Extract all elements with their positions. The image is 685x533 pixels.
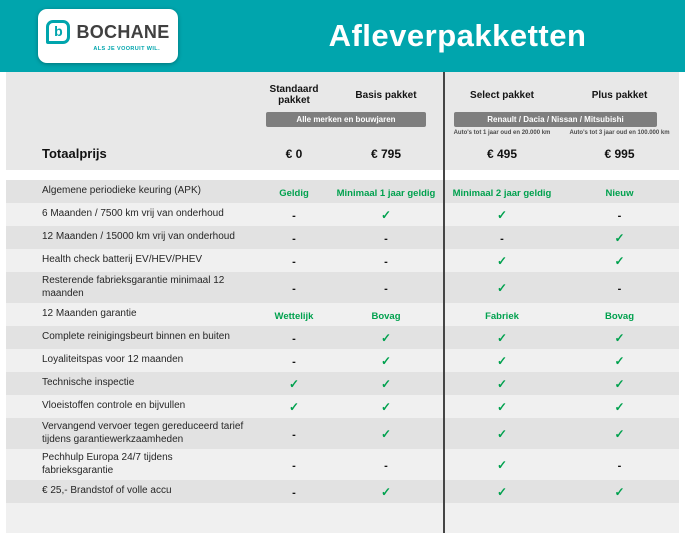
check-icon: ✓ [614, 399, 625, 414]
check-icon: ✓ [496, 280, 508, 295]
check-icon: ✓ [496, 330, 508, 345]
table-row [6, 272, 679, 303]
price-standaard: € 0 [285, 146, 303, 161]
feature-label: Complete reinigingsbeurt binnen en buiten [42, 331, 230, 343]
feature-cell [254, 306, 334, 324]
feature-cell [566, 398, 673, 416]
feature-label: Pechhulp Europa 24/7 tijdens fabrieksgarantie [42, 452, 173, 476]
feature-cell [254, 329, 334, 347]
price-plus: € 995 [604, 146, 635, 161]
packages-table [6, 72, 679, 533]
feature-cell [566, 279, 673, 297]
feature-cell [254, 425, 334, 443]
feature-value: Wettelijk [274, 310, 314, 322]
table-row [6, 349, 679, 372]
check-icon: ✓ [614, 253, 625, 268]
feature-label: Vloeistoffen controle en bijvullen [42, 400, 186, 412]
feature-cell [334, 352, 438, 370]
check-icon: ✓ [496, 484, 508, 499]
feature-cell [566, 483, 673, 501]
feature-cell [566, 375, 673, 393]
dash-icon: - [384, 459, 388, 472]
brand-badges [6, 112, 679, 127]
feature-cell [438, 229, 566, 247]
column-headers [6, 75, 679, 112]
check-icon: ✓ [496, 457, 508, 472]
column-header-select: Select pakket [470, 89, 534, 101]
table-row [6, 480, 679, 503]
feature-cell [334, 229, 438, 247]
feature-cell [438, 306, 566, 324]
dash-icon: - [617, 209, 622, 222]
feature-cell [566, 183, 673, 201]
feature-cell [254, 279, 334, 297]
table-row [6, 449, 679, 480]
feature-cell [566, 252, 673, 270]
feature-cell [438, 252, 566, 270]
table-row [6, 226, 679, 249]
feature-label: 12 Maanden garantie [42, 308, 137, 320]
feature-cell [438, 375, 566, 393]
check-icon: ✓ [380, 399, 392, 414]
dash-icon: - [292, 355, 296, 368]
feature-cell [566, 456, 673, 474]
check-icon: ✓ [288, 399, 300, 414]
feature-label: Loyaliteitspas voor 12 maanden [42, 354, 184, 366]
feature-cell [254, 352, 334, 370]
feature-cell [334, 398, 438, 416]
dash-icon: - [384, 232, 388, 245]
check-icon: ✓ [288, 376, 300, 391]
feature-label: Health check batterij EV/HEV/PHEV [42, 254, 203, 266]
feature-value: Minimaal 1 jaar geldig [336, 187, 436, 199]
feature-value: Fabriek [485, 310, 519, 322]
feature-cell [438, 279, 566, 297]
age-notes [6, 127, 679, 136]
price-row [6, 146, 679, 161]
feature-cell [438, 483, 566, 501]
feature-cell [438, 329, 566, 347]
feature-cell [566, 329, 673, 347]
check-icon: ✓ [614, 426, 625, 441]
feature-cell [254, 375, 334, 393]
dash-icon: - [292, 332, 296, 345]
check-icon: ✓ [614, 484, 625, 499]
dash-icon: - [292, 232, 296, 245]
check-icon: ✓ [380, 207, 392, 222]
feature-cell [254, 483, 334, 501]
feature-cell [334, 183, 438, 201]
dash-icon: - [292, 486, 296, 499]
dash-icon: - [384, 255, 388, 268]
feature-cell [334, 279, 438, 297]
check-icon: ✓ [614, 230, 625, 245]
feature-cell [334, 206, 438, 224]
dash-icon: - [292, 255, 296, 268]
feature-label: € 25,- Brandstof of volle accu [42, 485, 172, 497]
brands-badge-all: Alle merken en bouwjaren [266, 112, 426, 127]
feature-cell [438, 456, 566, 474]
select-age-note: Auto's tot 1 jaar oud en 20.000 km [453, 130, 551, 136]
table-row [6, 395, 679, 418]
check-icon: ✓ [380, 330, 392, 345]
table-row [6, 326, 679, 349]
feature-label: 6 Maanden / 7500 km vrij van onderhoud [42, 208, 224, 220]
badge-spacer [6, 112, 254, 127]
feature-cell [254, 229, 334, 247]
check-icon: ✓ [380, 484, 392, 499]
feature-cell [438, 352, 566, 370]
table-row [6, 418, 679, 449]
check-icon: ✓ [496, 376, 508, 391]
dash-icon: - [617, 282, 622, 295]
feature-cell [334, 252, 438, 270]
dash-icon: - [292, 209, 296, 222]
feature-value: Geldig [279, 187, 309, 199]
feature-cell [438, 183, 566, 201]
dash-icon: - [384, 282, 388, 295]
brand-name: BOCHANE [76, 21, 170, 42]
table-footer-filler [6, 503, 679, 533]
feature-cell [566, 229, 673, 247]
brands-badge-renault-group: Renault / Dacia / Nissan / Mitsubishi [454, 112, 657, 127]
dash-icon: - [292, 459, 296, 472]
price-select: € 495 [486, 146, 518, 161]
check-icon: ✓ [614, 330, 625, 345]
price-basis: € 795 [370, 146, 402, 161]
column-header-basis: Basis pakket [355, 89, 417, 101]
feature-cell [334, 329, 438, 347]
page-title: Afleverpakketten [328, 18, 587, 53]
feature-label: 12 Maanden / 15000 km vrij van onderhoud [42, 231, 235, 243]
column-header-standaard: Standaard pakket [269, 84, 319, 106]
table-row [6, 249, 679, 272]
table-header [6, 72, 679, 170]
feature-cell [334, 456, 438, 474]
feature-cell [334, 375, 438, 393]
check-icon: ✓ [496, 253, 508, 268]
bochane-b-icon: b [46, 20, 70, 44]
check-icon: ✓ [614, 376, 625, 391]
feature-cell [334, 425, 438, 443]
header-separator [6, 170, 679, 180]
feature-value: Bovag [371, 310, 401, 322]
check-icon: ✓ [614, 353, 625, 368]
feature-cell [566, 352, 673, 370]
column-divider [443, 72, 445, 533]
check-icon: ✓ [380, 426, 392, 441]
dash-icon: - [292, 282, 296, 295]
feature-cell [566, 306, 673, 324]
subnote-spacer [6, 127, 438, 136]
header-bar [0, 0, 685, 72]
plus-age-note: Auto's tot 3 jaar oud en 100.000 km [569, 130, 670, 136]
feature-cell [254, 183, 334, 201]
feature-value: Bovag [604, 310, 635, 322]
check-icon: ✓ [496, 426, 508, 441]
check-icon: ✓ [496, 399, 508, 414]
feature-label: Resterende fabrieksgarantie minimaal 12 maanden [42, 275, 225, 299]
check-icon: ✓ [496, 353, 508, 368]
feature-value: Minimaal 2 jaar geldig [452, 187, 552, 199]
check-icon: ✓ [380, 376, 392, 391]
table-row [6, 203, 679, 226]
feature-cell [438, 206, 566, 224]
feature-cell [254, 252, 334, 270]
table-row [6, 372, 679, 395]
column-header-plus: Plus pakket [591, 89, 648, 101]
feature-cell [254, 206, 334, 224]
feature-label: Vervangend vervoer tegen gereduceerd tarief tijdens garantiewerkzaamheden [42, 421, 244, 445]
dash-icon: - [617, 459, 622, 472]
total-price-label: Totaalprijs [42, 146, 107, 161]
feature-value: Nieuw [605, 187, 634, 199]
brand-tagline: ALS JE VOORUIT WIL. [93, 46, 160, 52]
dash-icon: - [292, 428, 296, 441]
feature-cell [438, 398, 566, 416]
check-icon: ✓ [496, 207, 508, 222]
feature-cell [254, 456, 334, 474]
feature-cell [566, 206, 673, 224]
feature-cell [566, 425, 673, 443]
feature-label: Technische inspectie [42, 377, 135, 389]
dash-icon: - [500, 232, 504, 245]
feature-label: Algemene periodieke keuring (APK) [42, 185, 201, 197]
table-row [6, 303, 679, 326]
check-icon: ✓ [380, 353, 392, 368]
feature-cell [254, 398, 334, 416]
feature-cell [334, 483, 438, 501]
feature-rows [6, 180, 679, 503]
feature-cell [334, 306, 438, 324]
table-row [6, 180, 679, 203]
feature-cell [438, 425, 566, 443]
